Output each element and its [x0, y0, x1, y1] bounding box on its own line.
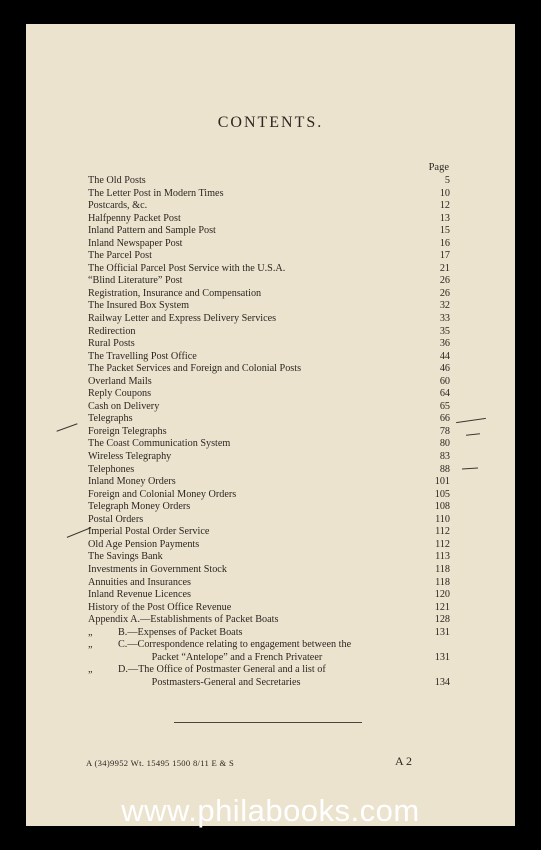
toc-entry-label: Postal Orders: [88, 513, 144, 525]
toc-entry: [88, 200, 450, 213]
toc-entry-page: 118: [435, 563, 450, 575]
toc-entry-label: The Coast Communication System: [88, 438, 231, 450]
toc-entry-label: Appendix A.—Establishments of Packet Boats: [88, 614, 279, 626]
toc-entry-label: The Travelling Post Office: [88, 350, 197, 362]
toc-entry-page: 105: [434, 488, 450, 500]
document-page: [26, 24, 515, 826]
toc-entry-page: 134: [434, 676, 450, 688]
toc-entry-label: Packet “Antelope” and a French Privateer: [88, 651, 323, 663]
toc-entry-label: Inland Newspaper Post: [88, 237, 183, 249]
toc-entry-label: Halfpenny Packet Post: [88, 212, 181, 224]
toc-entry-label: “Blind Literature” Post: [88, 275, 183, 287]
toc-entry-label: The Official Parcel Post Service with the U.S.A.: [88, 262, 286, 274]
toc-entry-label: The Savings Bank: [88, 551, 163, 563]
toc-entry-label: Annuities and Insurances: [88, 576, 191, 588]
toc-entry-page: 33: [439, 313, 450, 325]
toc-entry-label: The Packet Services and Foreign and Colonial Posts: [88, 363, 302, 375]
toc-entry-label: „ C.—Correspondence relating to engagement between the: [88, 639, 352, 651]
toc-entry-page: 66: [439, 413, 450, 425]
toc-entry-page: 108: [434, 501, 450, 513]
toc-entry-page: 128: [434, 614, 450, 626]
toc-entry-page: 101: [434, 476, 450, 488]
toc-entry-label: Reply Coupons: [88, 388, 152, 400]
table-of-contents: [88, 175, 450, 689]
toc-entry-page: 46: [439, 363, 450, 375]
toc-entry-page: 112: [435, 538, 450, 550]
toc-entry: [88, 300, 450, 313]
toc-entry-label: The Insured Box System: [88, 300, 190, 312]
toc-entry: [88, 602, 450, 615]
toc-entry: [88, 213, 450, 226]
toc-entry-label: Investments in Government Stock: [88, 563, 227, 575]
toc-entry-page: 35: [439, 325, 450, 337]
toc-entry: [88, 564, 450, 577]
toc-entry-page: 131: [434, 651, 450, 663]
toc-entry: [88, 464, 450, 477]
toc-entry-label: Overland Mails: [88, 375, 152, 387]
toc-entry-label: „ D.—The Office of Postmaster General and a list of: [88, 664, 326, 676]
toc-entry-label: Redirection: [88, 325, 136, 337]
margin-tick-mark: [466, 433, 480, 435]
toc-entry-page: 118: [435, 576, 450, 588]
toc-entry-page: 60: [439, 375, 450, 387]
toc-entry: [88, 426, 450, 439]
toc-entry-page: 65: [439, 400, 450, 412]
toc-entry: [88, 639, 450, 652]
toc-entry-page: 13: [439, 212, 450, 224]
toc-entry-label: Inland Money Orders: [88, 476, 176, 488]
toc-entry: [88, 652, 450, 665]
toc-entry: [88, 589, 450, 602]
toc-entry: [88, 413, 450, 426]
toc-entry-page: 121: [434, 601, 450, 613]
toc-entry-label: Old Age Pension Payments: [88, 538, 200, 550]
toc-entry-label: The Old Posts: [88, 175, 146, 186]
print-code: A (34)9952 Wt. 15495 1500 8/11 E & S: [86, 758, 235, 768]
toc-entry-page: 120: [434, 589, 450, 601]
toc-entry: [88, 476, 450, 489]
margin-tick-mark: [56, 423, 77, 431]
toc-entry: [88, 188, 450, 201]
toc-entry-page: 15: [439, 225, 450, 237]
toc-entry: [88, 526, 450, 539]
toc-entry: [88, 451, 450, 464]
margin-tick-mark: [462, 467, 478, 469]
toc-entry-page: 21: [439, 262, 450, 274]
margin-tick-mark: [456, 418, 486, 423]
toc-entry: [88, 288, 450, 301]
toc-entry-page: 80: [439, 438, 450, 450]
toc-entry-label: Imperial Postal Order Service: [88, 526, 210, 538]
toc-entry: [88, 338, 450, 351]
toc-entry: [88, 351, 450, 364]
toc-entry-page: 16: [439, 237, 450, 249]
toc-entry: [88, 677, 450, 690]
watermark: www.philabooks.com: [121, 793, 420, 828]
toc-entry: [88, 514, 450, 527]
toc-entry: [88, 539, 450, 552]
toc-entry-page: 112: [435, 526, 450, 538]
page-column-heading: Page: [428, 162, 449, 173]
toc-entry: [88, 238, 450, 251]
toc-entry-label: Registration, Insurance and Compensation: [88, 287, 262, 299]
toc-entry: [88, 363, 450, 376]
toc-entry-label: Inland Pattern and Sample Post: [88, 225, 216, 237]
toc-entry: [88, 551, 450, 564]
toc-entry-page: 131: [434, 626, 450, 638]
toc-entry-page: 88: [439, 463, 450, 475]
toc-entry-page: 36: [439, 338, 450, 350]
toc-entry-page: 12: [439, 200, 450, 212]
toc-entry-label: History of the Post Office Revenue: [88, 601, 232, 613]
toc-entry: [88, 376, 450, 389]
toc-entry-label: Foreign and Colonial Money Orders: [88, 488, 237, 500]
page-title: CONTENTS.: [217, 114, 324, 131]
signature-mark: A 2: [394, 754, 412, 768]
toc-entry: [88, 627, 450, 640]
toc-entry: [88, 275, 450, 288]
toc-entry: [88, 313, 450, 326]
toc-entry-page: 113: [435, 551, 450, 563]
toc-entry-label: Postmasters-General and Secretaries: [88, 676, 301, 688]
toc-entry-page: 78: [439, 425, 450, 437]
toc-entry-label: Telephones: [88, 463, 135, 475]
toc-entry: [88, 438, 450, 451]
toc-entry-label: The Letter Post in Modern Times: [88, 187, 224, 199]
toc-entry-label: Cash on Delivery: [88, 400, 160, 412]
toc-entry: [88, 577, 450, 590]
toc-entry: [88, 326, 450, 339]
toc-entry: [88, 401, 450, 414]
toc-entry: [88, 388, 450, 401]
divider-rule: [174, 722, 362, 723]
toc-entry-page: 110: [435, 513, 450, 525]
toc-entry-page: 10: [439, 187, 450, 199]
toc-entry-page: 83: [439, 451, 450, 463]
toc-entry: [88, 263, 450, 276]
toc-entry-page: 17: [439, 250, 450, 262]
toc-entry-label: Foreign Telegraphs: [88, 425, 167, 437]
toc-entry-label: Telegraphs: [88, 413, 133, 425]
toc-entry-page: 32: [439, 300, 450, 312]
toc-entry-label: „ B.—Expenses of Packet Boats: [88, 626, 243, 638]
toc-entry-page: 44: [439, 350, 450, 362]
toc-entry: [88, 225, 450, 238]
toc-entry-page: 26: [439, 287, 450, 299]
toc-entry-page: 26: [439, 275, 450, 287]
toc-entry-page: 64: [439, 388, 450, 400]
toc-entry-label: The Parcel Post: [88, 250, 152, 262]
toc-entry-label: Rural Posts: [88, 338, 135, 350]
toc-entry: [88, 501, 450, 514]
toc-entry-page: 5: [444, 175, 450, 186]
toc-entry: [88, 250, 450, 263]
toc-entry: [88, 664, 450, 677]
toc-entry: [88, 489, 450, 502]
toc-entry-label: Inland Revenue Licences: [88, 589, 191, 601]
toc-entry-label: Railway Letter and Express Delivery Services: [88, 313, 277, 325]
toc-entry: [88, 614, 450, 627]
toc-entry-label: Postcards, &c.: [88, 200, 148, 212]
toc-entry: [88, 175, 450, 188]
toc-entry-label: Wireless Telegraphy: [88, 451, 172, 463]
toc-entry-label: Telegraph Money Orders: [88, 501, 191, 513]
